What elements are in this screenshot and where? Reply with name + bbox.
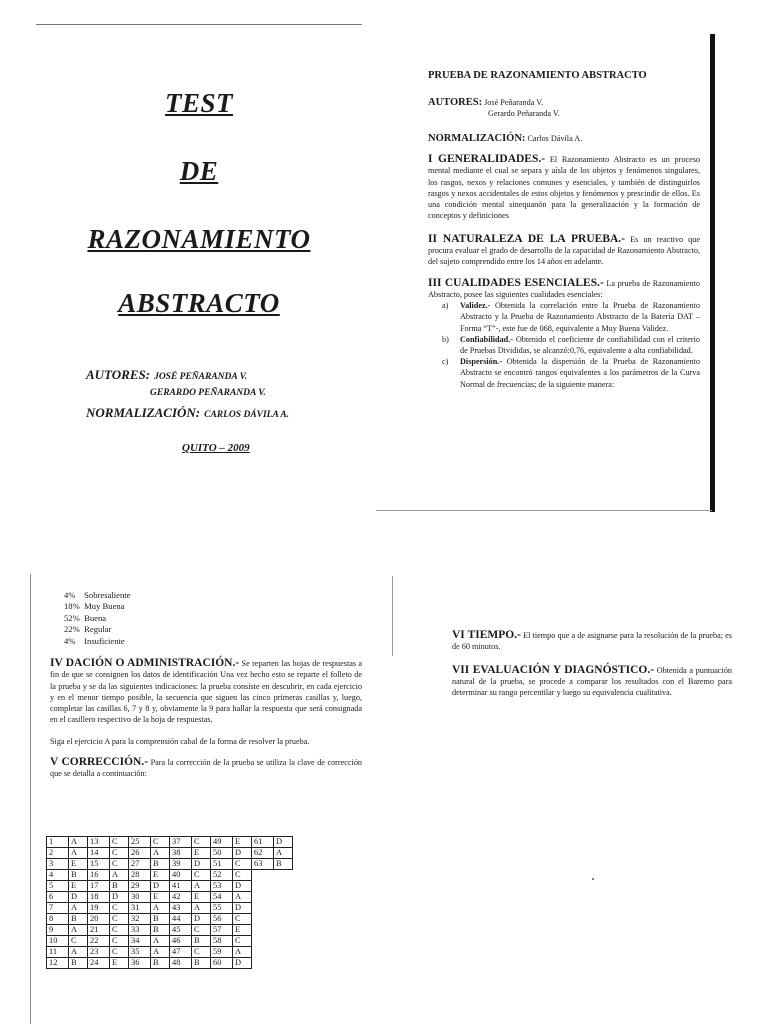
answer-letter: C xyxy=(110,903,129,914)
answer-letter: C xyxy=(110,914,129,925)
section-correccion xyxy=(50,757,362,780)
answer-letter: C xyxy=(69,936,88,947)
item-number: 60 xyxy=(211,958,233,969)
item-number: 54 xyxy=(211,892,233,903)
table-row xyxy=(47,859,293,870)
answer-key-table xyxy=(46,836,293,969)
answer-letter: A xyxy=(192,903,211,914)
answer-letter: B xyxy=(192,936,211,947)
table-row xyxy=(47,914,293,925)
section-heading: I GENERALIDADES.- xyxy=(428,153,546,165)
table-row xyxy=(47,958,293,969)
answer-letter: A xyxy=(151,947,170,958)
list-item xyxy=(64,624,130,635)
answer-letter: A xyxy=(233,892,252,903)
level: Insuficiente xyxy=(84,635,125,646)
section-administracion xyxy=(50,658,362,726)
item-number: 12 xyxy=(47,958,69,969)
section-text: La prueba de Razonamiento Abstracto, posee las siguientes cualidades esenciales: xyxy=(428,278,700,299)
cover-normalization xyxy=(86,404,289,422)
item-number: 46 xyxy=(170,936,192,947)
answer-letter: C xyxy=(233,914,252,925)
answer-letter: C xyxy=(192,870,211,881)
section-text: El Razonamiento Abstracto es un proceso mental mediante el cual se separa y aísla de los objetos y fenómenos singulares, los rasgos, nexos y relaciones comunes y esenciales, y también de distinguirlos rasgos y nexos accidentales de estos objetos y fenómenos y prescindir de ellos. Es una condición mental sinequanón para la generalización y la formación de conceptos y definiciones xyxy=(428,155,700,221)
top-rule xyxy=(36,24,362,25)
item-number xyxy=(252,925,274,936)
item-number: 40 xyxy=(170,870,192,881)
level: Sobresaliente xyxy=(84,590,131,600)
answer-letter: A xyxy=(69,903,88,914)
answer-letter: C xyxy=(192,837,211,848)
item-number: 22 xyxy=(88,936,110,947)
item-number: 16 xyxy=(88,870,110,881)
item-number: 63 xyxy=(252,859,274,870)
table-row xyxy=(47,848,293,859)
normalization-block xyxy=(428,133,700,144)
section-text: Es un reactivo que procura evaluar el grado de desarrollo de la capacidad de Razonamiento Abstracto, del sujeto comprendido entre los 14 años en adelante. xyxy=(428,234,701,267)
answer-letter: C xyxy=(110,837,129,848)
item-number: 19 xyxy=(88,903,110,914)
normalization-label: NORMALIZACIÓN: xyxy=(86,405,201,420)
item-number: 52 xyxy=(211,870,233,881)
item-number: 44 xyxy=(170,914,192,925)
item-number: 25 xyxy=(129,837,151,848)
list-item xyxy=(428,300,700,334)
section-heading: IV DACIÓN O ADMINISTRACIÓN.- xyxy=(50,657,240,669)
item-number: 4 xyxy=(47,870,69,881)
answer-letter: E xyxy=(151,870,170,881)
section-heading: VI TIEMPO.- xyxy=(452,629,521,641)
answer-letter: A xyxy=(69,848,88,859)
list-item xyxy=(64,590,130,601)
item-number: 36 xyxy=(129,958,151,969)
item-number xyxy=(252,870,274,881)
item-number: 33 xyxy=(129,925,151,936)
author-1: JOSÉ PEÑARANDA V. xyxy=(154,372,248,382)
item-number: 59 xyxy=(211,947,233,958)
answer-letter: B xyxy=(274,859,293,870)
answer-letter: B xyxy=(69,870,88,881)
item-number: 21 xyxy=(88,925,110,936)
item-heading: Dispersión.- xyxy=(460,357,503,367)
answer-letter: A xyxy=(110,870,129,881)
section-text: Obtenida a puntuación natural de la prueba, se procede a comparar los resultados con el Baremo para determinar su rango percentilar y luego su equivalencia cualitativa. xyxy=(452,665,733,698)
item-number: 56 xyxy=(211,914,233,925)
answer-letter: D xyxy=(69,892,88,903)
item-number xyxy=(252,958,274,969)
normalization-label: NORMALIZACIÓN: xyxy=(428,133,526,144)
page-1-content xyxy=(428,70,700,390)
item-number: 43 xyxy=(170,903,192,914)
page-edge xyxy=(392,576,393,656)
item-text: Obtenido el coeficiente de confiabilidad con el criterio de Pruebas Divididas, se alcanzó:0,76, equivalente a alta confiabilidad. xyxy=(460,334,701,356)
answer-letter: A xyxy=(69,947,88,958)
answer-letter xyxy=(274,881,293,892)
section-heading: III CUALIDADES ESENCIALES.- xyxy=(428,276,604,289)
answer-letter: E xyxy=(151,892,170,903)
item-text: Obtenida la dispersión de la Prueba de Razonamiento Abstracto se encontró rangos equivalentes a los parámetros de la Curva Normal de frecuencias; de la siguiente manera: xyxy=(460,357,701,389)
item-number: 27 xyxy=(129,859,151,870)
answer-letter: A xyxy=(151,848,170,859)
table-row xyxy=(47,936,293,947)
answer-letter: B xyxy=(151,925,170,936)
answer-letter: C xyxy=(110,936,129,947)
answer-letter: D xyxy=(110,892,129,903)
list-marker: a) xyxy=(442,301,449,311)
item-number: 39 xyxy=(170,859,192,870)
section-text: Para la corrección de la prueba se utiliza la clave de corrección que se detalla a continuación: xyxy=(50,758,363,779)
author-1: José Peñaranda V. xyxy=(484,98,544,107)
answer-letter: D xyxy=(192,914,211,925)
binding-edge xyxy=(710,34,715,512)
answer-letter: D xyxy=(233,848,252,859)
answer-letter: C xyxy=(110,848,129,859)
item-number: 48 xyxy=(170,958,192,969)
item-number: 15 xyxy=(88,859,110,870)
item-number: 20 xyxy=(88,914,110,925)
item-number: 58 xyxy=(211,936,233,947)
item-number: 6 xyxy=(47,892,69,903)
table-row xyxy=(47,947,293,958)
section-heading: VII EVALUACIÓN Y DIAGNÓSTICO.- xyxy=(452,663,655,676)
page-3 xyxy=(392,574,768,1024)
item-number: 49 xyxy=(211,837,233,848)
item-number: 45 xyxy=(170,925,192,936)
item-number xyxy=(252,881,274,892)
item-number xyxy=(252,892,274,903)
list-item xyxy=(64,636,130,647)
cover-title-line-4: ABSTRACTO xyxy=(118,288,280,318)
answer-letter: D xyxy=(233,903,252,914)
item-number: 31 xyxy=(129,903,151,914)
section-evaluacion xyxy=(452,665,732,699)
item-number: 13 xyxy=(88,837,110,848)
answer-letter: E xyxy=(192,848,211,859)
answer-letter: E xyxy=(233,837,252,848)
answer-letter: D xyxy=(274,837,293,848)
page-edge xyxy=(30,574,31,1024)
section-text: El tiempo que a de asignarse para la resolución de la prueba; es de 60 minutos. xyxy=(452,631,732,652)
item-number: 61 xyxy=(252,837,274,848)
item-number: 28 xyxy=(129,870,151,881)
cover-author-2-row xyxy=(150,382,266,400)
answer-letter: A xyxy=(69,837,88,848)
page-2-content xyxy=(50,658,362,780)
list-item xyxy=(428,334,700,356)
answer-letter: D xyxy=(233,958,252,969)
answer-letter: A xyxy=(69,925,88,936)
table-row xyxy=(47,892,293,903)
cover-title-line-2: DE xyxy=(179,156,219,186)
answer-letter: A xyxy=(151,903,170,914)
list-item xyxy=(428,356,700,390)
level: Regular xyxy=(84,624,112,635)
table-row xyxy=(47,925,293,936)
answer-letter xyxy=(274,914,293,925)
authors-label: AUTORES: xyxy=(86,367,151,382)
list-item xyxy=(64,613,130,624)
item-number: 3 xyxy=(47,859,69,870)
item-number: 8 xyxy=(47,914,69,925)
item-number: 29 xyxy=(129,881,151,892)
percent: 52% xyxy=(64,612,80,623)
cover-title-line-3: RAZONAMIENTO xyxy=(87,224,311,254)
item-number: 5 xyxy=(47,881,69,892)
answer-letter: A xyxy=(151,936,170,947)
item-number: 47 xyxy=(170,947,192,958)
section-heading: V CORRECCIÓN.- xyxy=(50,756,149,769)
table-row xyxy=(47,903,293,914)
answer-letter: E xyxy=(110,958,129,969)
answer-letter: E xyxy=(69,881,88,892)
list-item xyxy=(64,601,130,612)
answer-letter xyxy=(274,892,293,903)
item-number: 11 xyxy=(47,947,69,958)
page-2 xyxy=(30,574,390,1024)
answer-letter: C xyxy=(192,925,211,936)
normalization-value: CARLOS DÁVILA A. xyxy=(204,410,290,420)
item-number: 35 xyxy=(129,947,151,958)
answer-letter: C xyxy=(151,837,170,848)
cover-title-line-1: TEST xyxy=(164,88,233,118)
item-text: Obtenida la correlación entre la Prueba de Razonamiento Abstracto y la Prueba de Razonamiento Abstracto de la Batería DAT – Forma “T”-, este fue de 068, equivalente a Muy Buena Validez. xyxy=(460,301,701,333)
answer-letter: B xyxy=(192,958,211,969)
author-2: Gerardo Peñaranda V. xyxy=(488,109,560,118)
cover-page xyxy=(36,22,368,510)
table-row xyxy=(47,837,293,848)
answer-letter: E xyxy=(69,859,88,870)
scan-speck xyxy=(592,878,594,880)
answer-letter: B xyxy=(151,859,170,870)
item-number: 34 xyxy=(129,936,151,947)
place-year: QUITO – 2009 xyxy=(182,442,250,454)
item-number: 55 xyxy=(211,903,233,914)
item-number: 14 xyxy=(88,848,110,859)
list-marker: c) xyxy=(442,357,449,367)
authors-label: AUTORES: xyxy=(428,97,483,108)
list-marker: b) xyxy=(442,334,449,344)
item-number xyxy=(252,936,274,947)
item-number: 1 xyxy=(47,837,69,848)
page-1 xyxy=(376,30,716,516)
item-number: 41 xyxy=(170,881,192,892)
bottom-rule xyxy=(376,510,712,511)
percent: 4% xyxy=(64,635,76,646)
answer-letter: A xyxy=(192,881,211,892)
answer-letter: E xyxy=(233,925,252,936)
answer-letter: E xyxy=(192,892,211,903)
section-tiempo xyxy=(452,630,732,653)
normalization-value: Carlos Dávila A. xyxy=(527,134,583,143)
answer-letter: C xyxy=(110,859,129,870)
table-row xyxy=(47,881,293,892)
item-number: 24 xyxy=(88,958,110,969)
item-number: 17 xyxy=(88,881,110,892)
item-number: 57 xyxy=(211,925,233,936)
item-heading: Confiabilidad.- xyxy=(460,334,514,344)
answer-letter: C xyxy=(233,936,252,947)
dispersion-list xyxy=(64,590,130,647)
answer-letter: B xyxy=(110,881,129,892)
answer-letter: D xyxy=(233,881,252,892)
item-number: 9 xyxy=(47,925,69,936)
section-cualidades xyxy=(428,278,700,301)
item-number: 37 xyxy=(170,837,192,848)
item-number: 38 xyxy=(170,848,192,859)
section-generalidades xyxy=(428,154,700,222)
level: Muy Buena xyxy=(84,601,125,612)
item-number: 51 xyxy=(211,859,233,870)
answer-letter: C xyxy=(110,947,129,958)
answer-letter xyxy=(274,936,293,947)
item-number xyxy=(252,914,274,925)
level: Buena xyxy=(84,612,107,623)
item-number: 23 xyxy=(88,947,110,958)
item-number: 7 xyxy=(47,903,69,914)
answer-letter: C xyxy=(192,947,211,958)
percent: 4% xyxy=(64,590,76,600)
item-number: 62 xyxy=(252,848,274,859)
exercise-note: Siga el ejercicio A para la comprensión cabal de la forma de resolver la prueba. xyxy=(50,736,310,746)
item-heading: Validez.- xyxy=(460,301,491,311)
answer-letter: A xyxy=(274,848,293,859)
page-3-content xyxy=(452,630,732,698)
item-number: 30 xyxy=(129,892,151,903)
author-2: GERARDO PEÑARANDA V. xyxy=(150,388,266,398)
answer-letter: B xyxy=(69,958,88,969)
answer-letter xyxy=(274,903,293,914)
section-heading: II NATURALEZA DE LA PRUEBA.- xyxy=(428,232,626,245)
table-row xyxy=(47,870,293,881)
item-number: 50 xyxy=(211,848,233,859)
percent: 18% xyxy=(64,601,80,612)
percent: 22% xyxy=(64,624,80,635)
answer-letter xyxy=(274,925,293,936)
answer-letter: D xyxy=(192,859,211,870)
section-text: Se reparten las hojas de respuestas a fin de que se consignen los datos de identificación Una vez hecho esto se reparte el folleto de la prueba y se da las siguientes indicaciones: la prueba consiste en descubrir, en cada ejercicio y en el menor tiempo posible, la secuencia que siguen las cinco primeras casillas y, luego, completar las casillas 6, 7 y 8 y, obviamente la 9 para hallar la respuesta que será consignada en el casillero respectivo de la hoja de respuestas. xyxy=(50,659,363,725)
item-number: 18 xyxy=(88,892,110,903)
authors-block xyxy=(428,97,700,119)
section-naturaleza xyxy=(428,234,700,268)
answer-letter xyxy=(274,958,293,969)
answer-letter xyxy=(274,947,293,958)
answer-letter: D xyxy=(151,881,170,892)
answer-letter: B xyxy=(151,914,170,925)
answer-letter: B xyxy=(69,914,88,925)
item-number: 10 xyxy=(47,936,69,947)
item-number: 32 xyxy=(129,914,151,925)
item-number: 26 xyxy=(129,848,151,859)
answer-letter: B xyxy=(151,958,170,969)
answer-letter: A xyxy=(233,947,252,958)
document-heading: PRUEBA DE RAZONAMIENTO ABSTRACTO xyxy=(428,70,647,81)
item-number xyxy=(252,903,274,914)
item-number: 42 xyxy=(170,892,192,903)
answer-letter: C xyxy=(233,870,252,881)
answer-letter xyxy=(274,870,293,881)
item-number xyxy=(252,947,274,958)
item-number: 53 xyxy=(211,881,233,892)
item-number: 2 xyxy=(47,848,69,859)
answer-letter: C xyxy=(110,925,129,936)
qualities-list xyxy=(428,300,700,390)
answer-letter: C xyxy=(233,859,252,870)
